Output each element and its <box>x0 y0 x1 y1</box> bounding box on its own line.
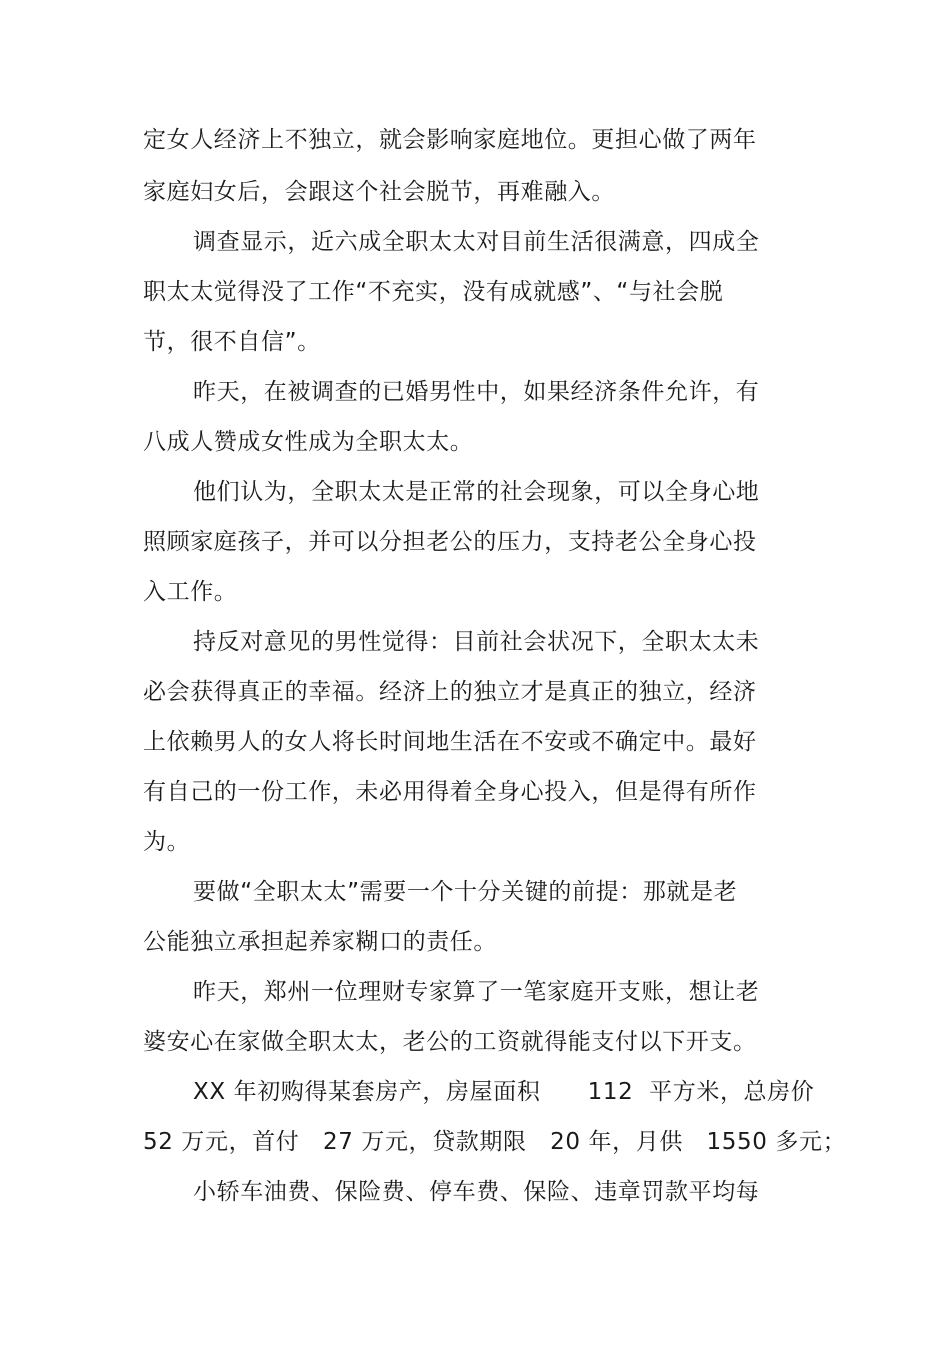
text-line-3: 调查显示，近六成全职太太对目前生活很满意，四成全 <box>193 229 760 255</box>
text-line-6: 昨天，在被调查的已婚男性中，如果经济条件允许，有 <box>193 379 760 405</box>
text-line-19: 婆安心在家做全职太太，老公的工资就得能支付以下开支。 <box>143 1029 757 1055</box>
text-line-12: 必会获得真正的幸福。经济上的独立才是真正的独立，经济 <box>143 679 757 705</box>
text-line-20: XX 年初购得某套房产，房屋面积 112 平方米，总房价 <box>193 1079 815 1105</box>
text-line-17: 公能独立承担起养家糊口的责任。 <box>143 929 497 955</box>
text-line-21: 52 万元，首付 27 万元，贷款期限 20 年，月供 1550 多元； <box>143 1129 847 1155</box>
text-line-2: 家庭妇女后，会跟这个社会脱节，再难融入。 <box>143 179 615 205</box>
text-line-22: 小轿车油费、保险费、停车费、保险、违章罚款平均每 <box>193 1179 760 1205</box>
text-line-14: 有自己的一份工作，未必用得着全身心投入，但是得有所作 <box>143 779 757 805</box>
text-line-1: 定女人经济上不独立，就会影响家庭地位。更担心做了两年 <box>143 127 757 153</box>
text-line-11: 持反对意见的男性觉得：目前社会状况下，全职太太未 <box>193 629 760 655</box>
text-line-4: 职太太觉得没了工作“不充实，没有成就感”、“与社会脱 <box>143 279 724 305</box>
text-line-13: 上依赖男人的女人将长时间地生活在不安或不确定中。最好 <box>143 729 757 755</box>
text-line-9: 照顾家庭孩子，并可以分担老公的压力，支持老公全身心投 <box>143 529 757 555</box>
text-line-18: 昨天，郑州一位理财专家算了一笔家庭开支账，想让老 <box>193 979 760 1005</box>
text-line-5: 节，很不自信”。 <box>143 329 321 355</box>
text-line-7: 八成人赞成女性成为全职太太。 <box>143 429 474 455</box>
text-line-10: 入工作。 <box>143 579 238 605</box>
text-line-15: 为。 <box>143 829 191 855</box>
text-line-16: 要做“全职太太”需要一个十分关键的前提：那就是老 <box>193 879 738 905</box>
text-line-8: 他们认为，全职太太是正常的社会现象，可以全身心地 <box>193 479 760 505</box>
